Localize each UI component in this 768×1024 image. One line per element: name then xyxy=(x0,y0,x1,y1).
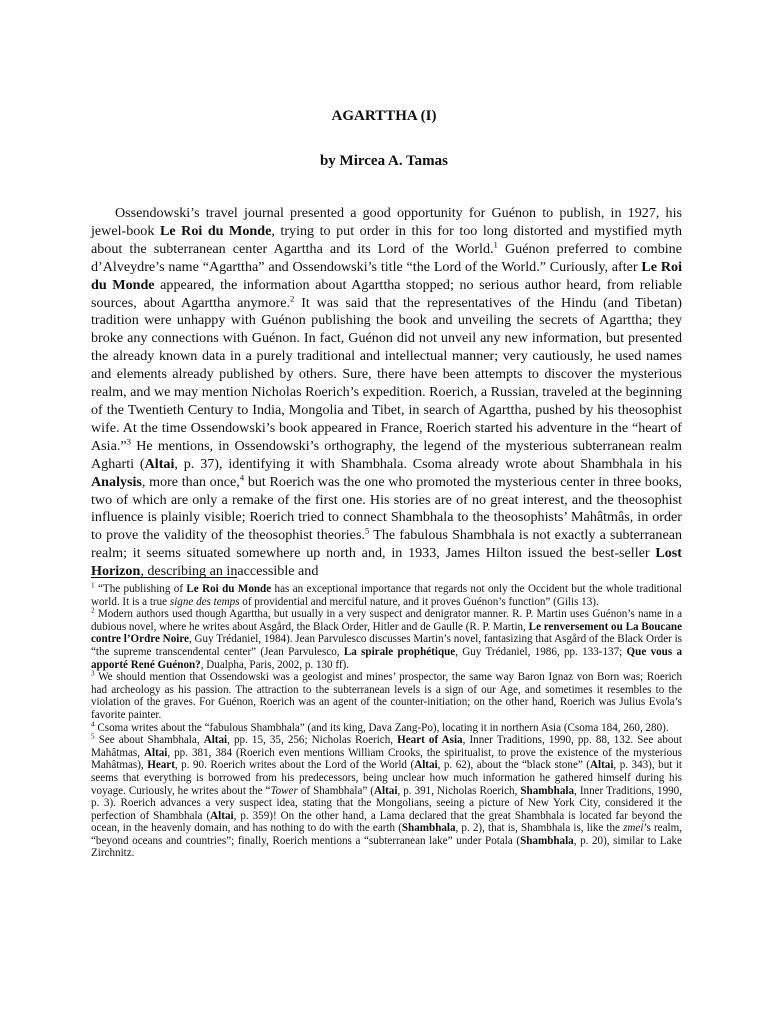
footnote-3 xyxy=(91,671,682,721)
text-run: , p. 2), that is, Shambhala is, like the xyxy=(455,822,624,835)
book-title: Heart xyxy=(147,759,175,772)
book-title: Shambhala xyxy=(520,784,575,797)
text-run: “The publishing of xyxy=(94,583,187,595)
text-run: , Inner Traditions, 1990, p. 3). Roerich advances a very suspect idea, stating that the Mongolians, seeing a picture of New York City, considered it the perfection of Shambhala ( xyxy=(91,784,683,822)
text-run: , Guy Trédaniel, 1984). Jean Parvulesco discusses Martin’s novel, fantasizing that Asgård of the Black Order is “the supreme transcendental center” (Jean Parvulesco, xyxy=(91,633,683,658)
footnote-number: 4 xyxy=(91,719,95,728)
book-title: Que vous a apporté René Guénon? xyxy=(91,645,682,671)
footnote-number: 5 xyxy=(91,732,95,741)
book-title: Altai xyxy=(590,759,614,772)
footnotes xyxy=(91,583,682,860)
book-title: Lost Horizon xyxy=(91,545,682,580)
footnote-ref: 5 xyxy=(364,525,370,536)
footnote-2 xyxy=(91,608,682,671)
italic-term: zmei xyxy=(623,822,644,835)
book-title: Heart of Asia xyxy=(397,734,463,747)
author-byline: by Mircea A. Tamas xyxy=(319,153,449,169)
italic-term: signe des temps xyxy=(169,595,240,608)
book-title: Le renversement ou La Boucane contre l’Ordre Noire xyxy=(91,620,682,646)
text-run: ’s realm, “beyond oceans and countries”; finally, Roerich mentions a “subterranean lake” under Potala ( xyxy=(91,822,682,847)
text-run: , p. 391, Nicholas Roerich, xyxy=(397,784,521,797)
text-run: , p. 62), about the “black stone” ( xyxy=(437,759,590,772)
text-run: , p. 90. Roerich writes about the Lord of the World ( xyxy=(174,759,415,772)
book-title: Altai xyxy=(210,809,234,822)
text-run: We should mention that Ossendowski was a geologist and mines’ prospector, the same way Baron Ignaz von Born was; Roerich had archeology as his passion. The attraction to the subterranean levels is a sign of our Age, and sometimes it resembles to the violation of the graves. For Guénon, Roerich was an agent of the counter-initiation; on the other hand, Roerich was Julius Evola’s favorite painter. xyxy=(91,671,682,721)
text-run: , trying to put order in this for too long distorted and mystified myth about the subterranean center Agarttha and its Lord of the World. xyxy=(91,222,683,257)
text-run: of providential and merciful nature, and it proves Guénon’s function” (Gilis 13). xyxy=(239,595,599,608)
footnote-5 xyxy=(91,734,682,860)
document-title: AGARTTHA (I) xyxy=(331,108,437,124)
text-run: of Shambhala” ( xyxy=(297,784,375,797)
text-run: The fabulous Shambhala is not exactly a subterranean realm; it seems situated somewhere up north and, in 1933, James Hilton issued the best-seller xyxy=(91,527,683,562)
book-title: Altai xyxy=(144,455,175,472)
text-run: , p. 359)! On the other hand, a Lama declared that the great Shambhala is located far beyond the ocean, in the heavenly domain, and has nothing to do with the earth ( xyxy=(91,809,683,835)
text-run: , p. 37), identifying it with Shambhala. Csoma already wrote about Shambhala in his xyxy=(174,455,682,472)
text-run: , describing an inaccessible and xyxy=(140,563,319,580)
text-run: , pp. 381, 384 (Roerich even mentions William Crooks, the spiritualist, to prove the existence of the mysterious Mahâtmas), xyxy=(91,746,682,772)
footnote-number: 1 xyxy=(91,581,95,590)
book-title: La spirale prophétique xyxy=(343,645,456,658)
text-run: , more than once, xyxy=(141,473,240,490)
text-run: has an exceptional importance that regards not only the Occident but the whole traditional world. It is a true xyxy=(91,583,682,608)
text-run: , p. 20), similar to Lake Zirchnitz. xyxy=(91,834,682,860)
book-title: Le Roi du Monde xyxy=(159,222,272,239)
book-title: Le Roi du Monde xyxy=(186,583,272,595)
text-run: Csoma writes about the “fabulous Shambhala” (and its king, Dava Zang-Po), locating it in northern Asia (Csoma 184, 260, 280). xyxy=(94,721,669,734)
footnote-number: 3 xyxy=(91,669,95,678)
text-run: It was said that the representatives of the Hindu (and Tibetan) tradition were unhappy with Guénon publishing the book and unveiling the secrets of Agarttha; they broke any connections with Guénon. In fact, Guénon did not unveil any new information, but presented the already known data in a purely traditional and intellectual manner; very cautiously, he used names and elements already published by others. Sure, there have been attempts to discover the mysterious realm, and we may mention Nicholas Roerich’s expedition. Roerich, a Russian, traveled at the beginning of the Twentieth Century to India, Mongolia and Tibet, in search of Agarttha, pushed by his theosophist wife. At the time Ossendowski’s book appeared in France, Roerich started his adventure in the “heart of Asia.” xyxy=(91,294,682,454)
book-title: Altai xyxy=(143,746,168,759)
footnote-number: 2 xyxy=(91,606,95,615)
book-title: Le Roi du Monde xyxy=(91,258,682,293)
text-run: Guénon preferred to combine d’Alveydre’s name “Agarttha” and Ossendowski’s title “the Lord of the World.” Curiously, after xyxy=(91,240,682,275)
footnote-ref: 3 xyxy=(126,436,131,447)
footnote-separator xyxy=(91,577,237,578)
footnote-ref: 4 xyxy=(239,471,245,482)
italic-term: Tower xyxy=(270,784,298,797)
text-run: , p. 343), but it seems that everything is borrowed from his predecessors, being unclear how much information he gathered himself during his voyage. Curiously, he writes about the “ xyxy=(91,759,682,797)
book-title: Shambhala xyxy=(401,822,456,835)
footnote-ref: 2 xyxy=(290,292,295,303)
text-run: He mentions, in Ossendowski’s orthography, the legend of the mysterious subterranean realm Agharti ( xyxy=(91,437,682,472)
book-title: Altai xyxy=(414,759,438,772)
text-run: appeared, the information about Agarttha stopped; no serious author heard, from reliable sources, about Agarttha anymore. xyxy=(91,276,682,311)
book-title: Altai xyxy=(374,784,398,797)
text-run: , Inner Traditions, 1990, pp. 88, 132. See about Mahâtmas, xyxy=(91,734,683,759)
footnote-4 xyxy=(91,719,682,735)
footnote-1 xyxy=(91,583,682,608)
footnote-ref: 1 xyxy=(493,239,498,250)
text-run: , Dualpha, Paris, 2002, p. 130 ff). xyxy=(200,658,350,671)
body-paragraph xyxy=(91,205,682,581)
text-run: , Guy Trédaniel, 1986, pp. 133-137; xyxy=(455,645,627,658)
text-run: See about Shambhala, xyxy=(94,734,204,747)
book-title: Altai xyxy=(203,734,228,747)
text-run: Modern authors used though Agarttha, but usually in a very suspect and denigrator manner. R. P. Martin uses Guénon’s name in a dubious novel, where he writes about Asgård, the Black Order, Hitler and de Gaulle (R. P. Martin, xyxy=(91,608,682,633)
book-title: Analysis xyxy=(91,473,142,490)
book-title: Shambhala xyxy=(520,834,574,847)
text-run: but Roerich was the one who promoted the mysterious center in three books, two of which are only a remake of the first one. His stories are of no great interest, and the theosophist influence is plainly visible; Roerich tried to connect Shambhala to the theosophists’ Mahâtmâs, in order to prove the validity of the theosophist theories. xyxy=(91,473,682,544)
text-run: , pp. 15, 35, 256; Nicholas Roerich, xyxy=(227,734,398,747)
text-run: Ossendowski’s travel journal presented a good opportunity for Guénon to publish, in 1927, his jewel-book xyxy=(91,205,682,239)
